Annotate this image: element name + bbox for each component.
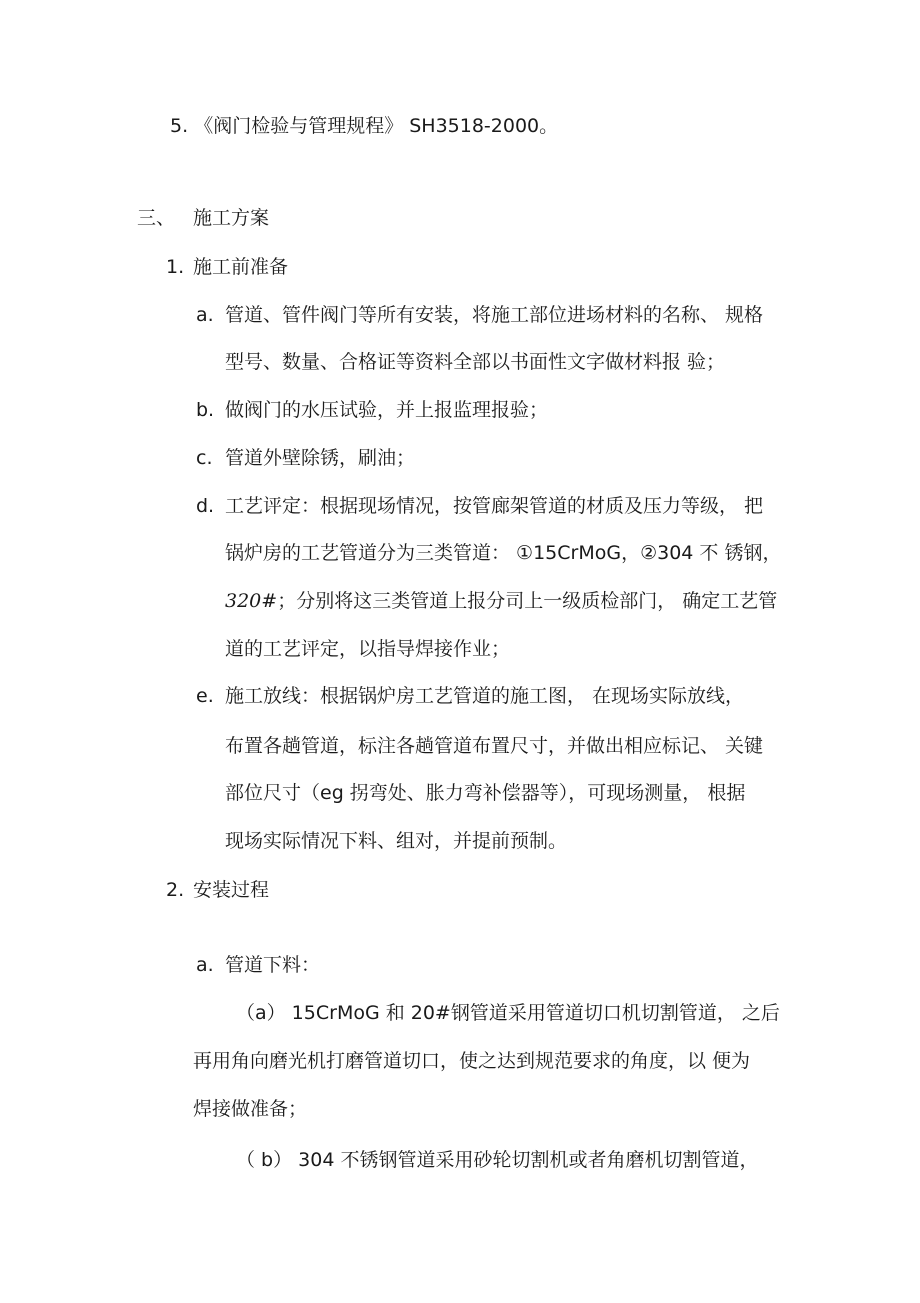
list-marker: e. [196,685,214,707]
item-number: 5. [170,115,189,137]
subsection-heading-2 [166,878,269,902]
section-heading-3 [137,206,269,230]
paragraph-b-line1: （ b） 304 不锈钢管道采用砂轮切割机或者角磨机切割管道， [236,1149,759,1171]
list-item-e [196,684,744,708]
list-item-d-line2: 锅炉房的工艺管道分为三类管道： ①15CrMoG，②304 不 锈钢， [225,542,782,564]
section-number: 三、 [137,207,176,229]
list-item-2a [196,953,320,977]
subsection-heading-1 [166,255,288,279]
paragraph-a-line2: 再用角向磨光机打磨管道切口，使之达到规范要求的角度，以 便为 [193,1050,751,1072]
paragraph-a-line1: （a） 15CrMoG 和 20#钢管道采用管道切口机切割管道， 之后 [236,1002,780,1024]
list-item-d [196,494,763,518]
subsection-number: 1. [166,256,185,278]
list-item-d-line3 [225,589,777,613]
list-marker: a. [196,304,214,326]
list-item-c [196,446,415,470]
list-marker: d. [196,495,215,517]
list-text: ；分别将这三类管道上报分司上一级质检部门， 确定工艺管 [277,590,778,612]
list-item-b [196,398,548,422]
list-marker: b. [196,399,215,421]
list-text: 管道下料： [225,954,321,976]
paragraph-a-line3: 焊接做准备； [193,1098,308,1120]
list-item-e-line3: 部位尺寸（eg 拐弯处、胀力弯补偿器等），可现场测量， 根据 [225,782,746,804]
list-item-d-line4: 道的工艺评定，以指导焊接作业； [225,638,511,660]
list-text: 施工放线：根据锅炉房工艺管道的施工图， 在现场实际放线， [225,685,745,707]
list-text: 管道、管件阀门等所有安装，将施工部位进场材料的名称、 规格 [225,304,764,326]
list-text: 工艺评定：根据现场情况，按管廊架管道的材质及压力等级， 把 [225,495,764,517]
list-marker: c. [196,447,213,469]
list-text: 管道外壁除锈，刷油； [225,447,416,469]
list-item-e-line4: 现场实际情况下料、组对，并提前预制。 [225,830,568,852]
list-item-a [196,303,763,327]
list-marker: a. [196,954,214,976]
subsection-title: 安装过程 [193,879,270,901]
item-text: 《阀门检验与管理规程》 SH3518-2000。 [194,115,559,137]
list-item-e-line2: 布置各趟管道，标注各趟管道布置尺寸，并做出相应标记、 关键 [225,735,764,757]
section-title: 施工方案 [193,207,270,229]
subsection-number: 2. [166,879,185,901]
list-text: 做阀门的水压试验，并上报监理报验； [225,399,549,421]
subsection-title: 施工前准备 [193,256,289,278]
list-item-a-continued: 型号、数量、合格证等资料全部以书面性文字做材料报 验； [225,351,726,373]
material-code: 320# [225,590,278,612]
reference-item-5 [170,114,558,138]
